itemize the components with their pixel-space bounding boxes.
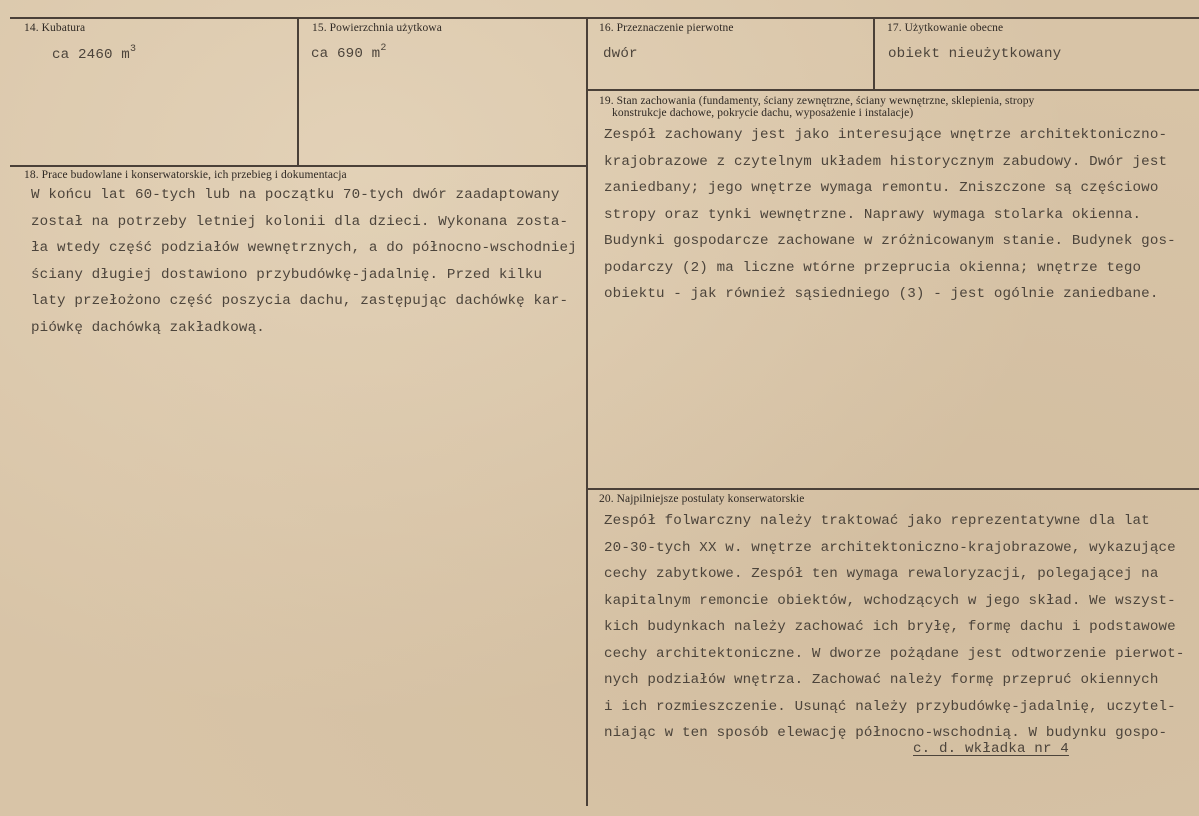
field-18-line: piówkę dachówką zakładkową. [31,319,265,336]
field-14-label: 14. Kubatura [24,22,86,34]
divider-main [586,17,588,806]
field-19-line: krajobrazowe z czytelnym układem historycznym zabudowy. Dwór jest [604,153,1168,170]
field-20-line: kich budynkach należy zachować ich bryłę, formę dachu i podstawowe [604,619,1176,635]
field-20-text [604,508,1184,747]
field-18-line: ła wtedy część podziałów wewnętrznych, a do północno-wschodniej [31,240,577,256]
field-19-line: Budynki gospodarcze zachowane w zróżnicowanym stanie. Budynek gos- [604,233,1176,249]
field-18-line: W końcu lat 60-tych lub na początku 70-tych dwór zaadaptowany [31,187,560,203]
field-16-label: 16. Przeznaczenie pierwotne [599,22,734,34]
field-20-line: cechy zabytkowe. Zespół ten wymaga rewaloryzacji, polegającej na [604,566,1159,582]
field-20-label: 20. Najpilniejsze postulaty konserwatorskie [599,493,805,505]
divider-16-19 [586,89,1199,91]
field-19-text [604,122,1176,308]
field-19-line: zaniedbany; jego wnętrze wymaga remontu. Zniszczone są częściowo [604,180,1159,196]
field-19-line: Zespół zachowany jest jako interesujące wnętrze architektoniczno- [604,127,1168,143]
field-19-line: stropy oraz tynki wewnętrzne. Naprawy wymaga stolarka okienna. [604,206,1142,223]
field-19-label-line2: konstrukcje dachowe, pokrycie dachu, wyposażenie i instalacje) [612,107,914,119]
field-15-unit-exponent: 2 [380,43,387,54]
field-20-line: niając w ten sposób elewację północno-wschodnią. W budynku gospo- [604,725,1168,741]
field-14-value [52,44,137,63]
divider-14-18 [10,165,587,167]
field-20-line: nych podziałów wnętrza. Zachować należy formę przepruć okiennych [604,672,1159,688]
divider-19-20 [586,488,1199,490]
field-20-line: 20-30-tych XX w. wnętrze architektoniczno-krajobrazowe, wykazujące [604,539,1176,556]
continuation-note: c. d. wkładka nr 4 [913,741,1069,757]
field-20-line: i ich rozmieszczenie. Usunąć należy przybudówkę-jadalnię, uczytel- [604,698,1176,715]
divider-14-15 [297,17,299,165]
field-15-value [311,43,387,62]
field-20-line: cechy architektoniczne. W dworze pożądane jest odtworzenie pierwot- [604,645,1185,662]
divider-16-17 [873,17,875,89]
field-14-unit-exponent: 3 [129,44,137,55]
field-17-label: 17. Użytkowanie obecne [887,22,1004,34]
field-14-value-text: ca 2460 m [52,47,130,63]
field-18-line: został na potrzeby letniej kolonii dla dzieci. Wykonana zosta- [31,213,569,230]
field-16-value: dwór [603,46,638,62]
field-19-line: obiektu - jak również sąsiedniego (3) - jest ogólnie zaniedbane. [604,286,1159,302]
field-18-line: laty przełożono część poszycia dachu, zastępując dachówkę kar- [31,293,569,309]
field-20-line: Zespół folwarczny należy traktować jako reprezentatywne dla lat [604,513,1150,529]
top-border [10,17,1199,19]
field-17-value: obiekt nieużytkowany [888,46,1062,62]
field-15-label: 15. Powierzchnia użytkowa [312,22,442,34]
field-19-line: podarczy (2) ma liczne wtórne przeprucia okienna; wnętrze tego [604,259,1142,276]
field-20-line: kapitalnym remoncie obiektów, wchodzących w jego skład. We wszyst- [604,592,1176,609]
field-15-value-text: ca 690 m [311,46,381,62]
field-18-line: ściany długiej dostawiono przybudówkę-jadalnię. Przed kilku [31,266,543,283]
field-18-text [31,182,577,341]
field-18-label: 18. Prace budowlane i konserwatorskie, ich przebieg i dokumentacja [24,169,347,181]
field-19-label-line1: 19. Stan zachowania (fundamenty, ściany zewnętrzne, ściany wewnętrzne, sklepienia, stropy [599,95,1035,107]
